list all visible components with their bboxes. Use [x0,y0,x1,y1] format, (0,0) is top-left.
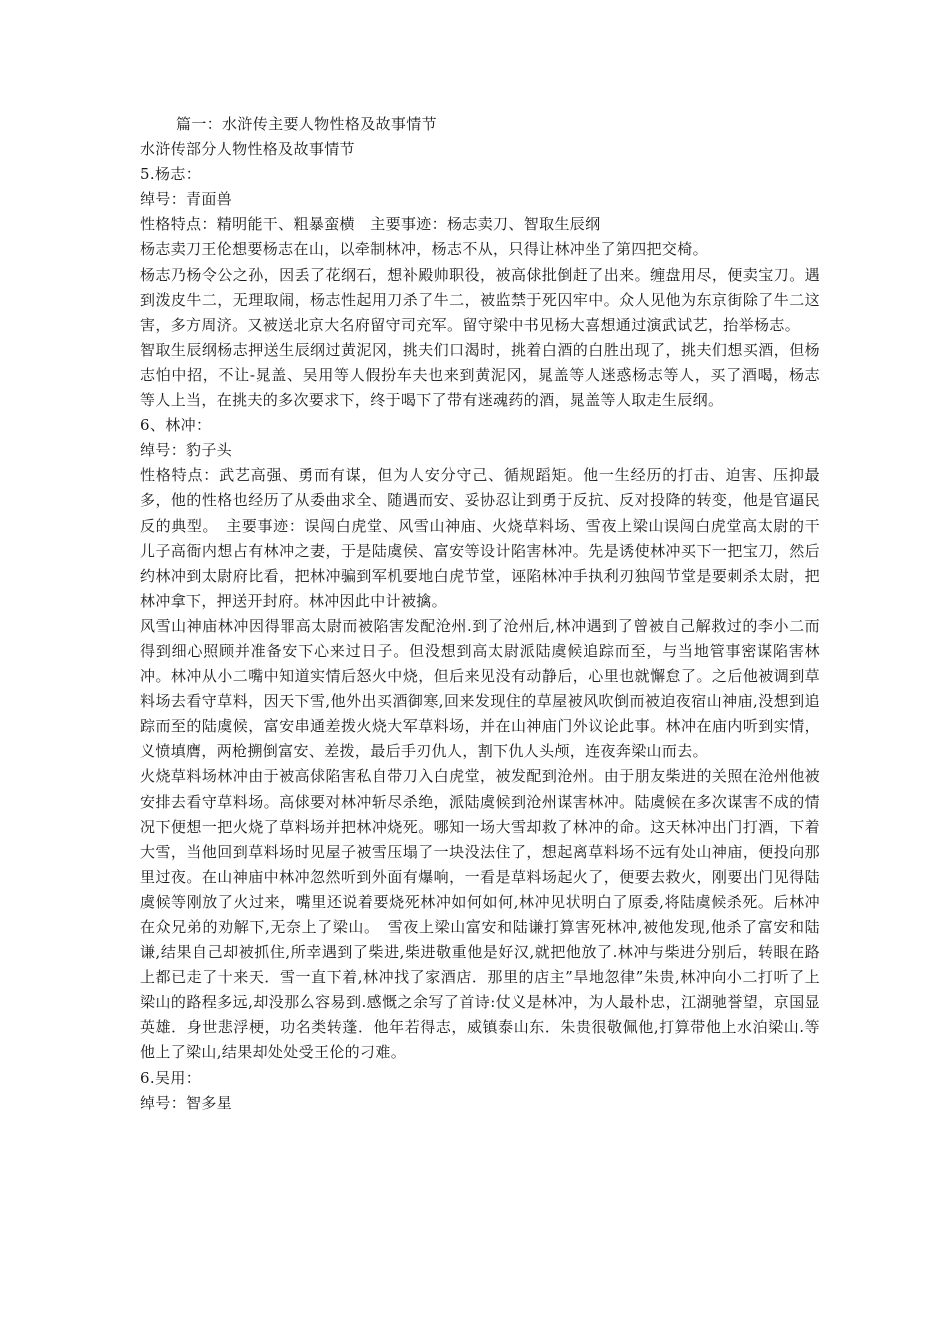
paragraph: 杨志乃杨令公之孙，因丢了花纲石，想补殿帅职役，被高俅批倒赶了出来。缠盘用尽，便卖宝刀。遇到泼皮牛二，无理取闹，杨志性起用刀杀了牛二，被监禁于死囚牢中。众人见他为东京街除了牛二这害，多方周济。又被送北京大名府留守司充军。留守梁中书见杨大喜想通过演武试艺，抬举杨志。 [140,265,820,334]
section-heading-lin-chong: 6、林冲： [140,416,212,435]
document-subtitle: 水浒传部分人物性格及故事情节 [140,140,355,159]
document-heading: 篇一：水浒传主要人物性格及故事情节 [176,115,437,133]
paragraph: 性格特点：武艺高强、勇而有谋，但为人安分守己、循规蹈矩。他一生经历的打击、迫害、压抑最多，他的性格也经历了从委曲求全、随遇而安、妥协忍让到勇于反抗、反对投降的转变，他是官逼民反的典型。 主要事迹：误闯白虎堂、风雪山神庙、火烧草料场、雪夜上梁山误闯白虎堂高太尉的干儿子高衙内想占有林冲之妻，于是陆虞侯、富安等设计陷害林冲。先是诱使林冲买下一把宝刀，然后约林冲到太尉府比看，把林冲骗到军机要地白虎节堂，诬陷林冲手执利刃独闯节堂是要刺杀太尉，把林冲拿下，押送开封府。林冲因此中计被擒。 [140,466,820,610]
paragraph: 火烧草料场林冲由于被高俅陷害私自带刀入白虎堂，被发配到沧州。由于朋友柴进的关照在沧州他被安排去看守草料场。高俅要对林冲斩尽杀绝，派陆虞候到沧州谋害林冲。陆虞候在多次谋害不成的情况下便想一把火烧了草料场并把林冲烧死。哪知一场大雪却救了林冲的命。这天林冲出门打酒，下着大雪，当他回到草料场时见屋子被雪压塌了一块没法住了，想起离草料场不远有处山神庙，便投向那里过夜。在山神庙中林冲忽然听到外面有爆响，一看是草料场起火了，便要去救火，刚要出门见得陆虞候等刚放了火过来，嘴里还说着要烧死林冲如何如何,林冲见状明白了原委,将陆虞候杀死。后林冲在众兄弟的劝解下,无奈上了梁山。 雪夜上梁山富安和陆谦打算害死林冲,被他发现,他杀了富安和陆谦,结果自己却被抓住,所幸遇到了柴进,柴进敬重他是好汉,就把他放了.林冲与柴进分别后，转眼在路上都已走了十来天．雪一直下着,林冲找了家酒店．那里的店主”旱地忽律”朱贵,林冲向小二打听了上梁山的路程多远,却没那么容易到.感慨之余写了首诗:仗义是林冲，为人最朴忠，江湖驰誉望，京国显英雄．身世悲浮梗，功名类转蓬．他年若得志，威镇泰山东．朱贵很敬佩他,打算带他上水泊梁山.等他上了梁山,结果却处处受王伦的刁难。 [140,767,820,1062]
paragraph: 杨志卖刀王伦想要杨志在山，以牵制林冲，杨志不从，只得让林冲坐了第四把交椅。 [140,240,708,259]
paragraph: 智取生辰纲杨志押送生辰纲过黄泥冈，挑夫们口渴时，挑着白酒的白胜出现了，挑夫们想买酒，但杨志怕中招，不让-晁盖、吴用等人假扮车夫也来到黄泥冈，晁盖等人迷惑杨志等人，买了酒喝，杨志等人上当，在挑夫的多次要求下，终于喝下了带有迷魂药的酒，晁盖等人取走生辰纲。 [140,340,820,410]
nickname-line: 绰号：智多星 [140,1093,233,1112]
section-heading-wu-yong: 6.吴用： [140,1068,202,1087]
section-heading-yang-zhi: 5.杨志： [140,165,202,184]
nickname-line: 绰号：豹子头 [140,441,233,460]
document-body [140,112,820,1116]
character-traits-line: 性格特点：精明能干、粗暴蛮横 主要事迹：杨志卖刀、智取生辰纲 [140,215,601,234]
nickname-line: 绰号：青面兽 [140,190,233,209]
paragraph: 风雪山神庙林冲因得罪高太尉而被陷害发配沧州.到了沧州后,林冲遇到了曾被自己解救过的李小二而得到细心照顾并准备安下心来过日子。但没想到高太尉派陆虞候追踪而至，与当地管事密谋陷害林冲。林冲从小二嘴中知道实情后怒火中烧，但后来见没有动静后，心里也就懈怠了。之后他被调到草料场去看守草料，因天下雪,他外出买酒御寒,回来发现住的草屋被风吹倒而被迫夜宿山神庙,没想到追踪而至的陆虞候，富安串通差拨火烧大军草料场，并在山神庙门外议论此事。林冲在庙内听到实情，义愤填膺，两枪搠倒富安、差拨，最后手刃仇人，割下仇人头颅，连夜奔梁山而去。 [140,616,820,761]
